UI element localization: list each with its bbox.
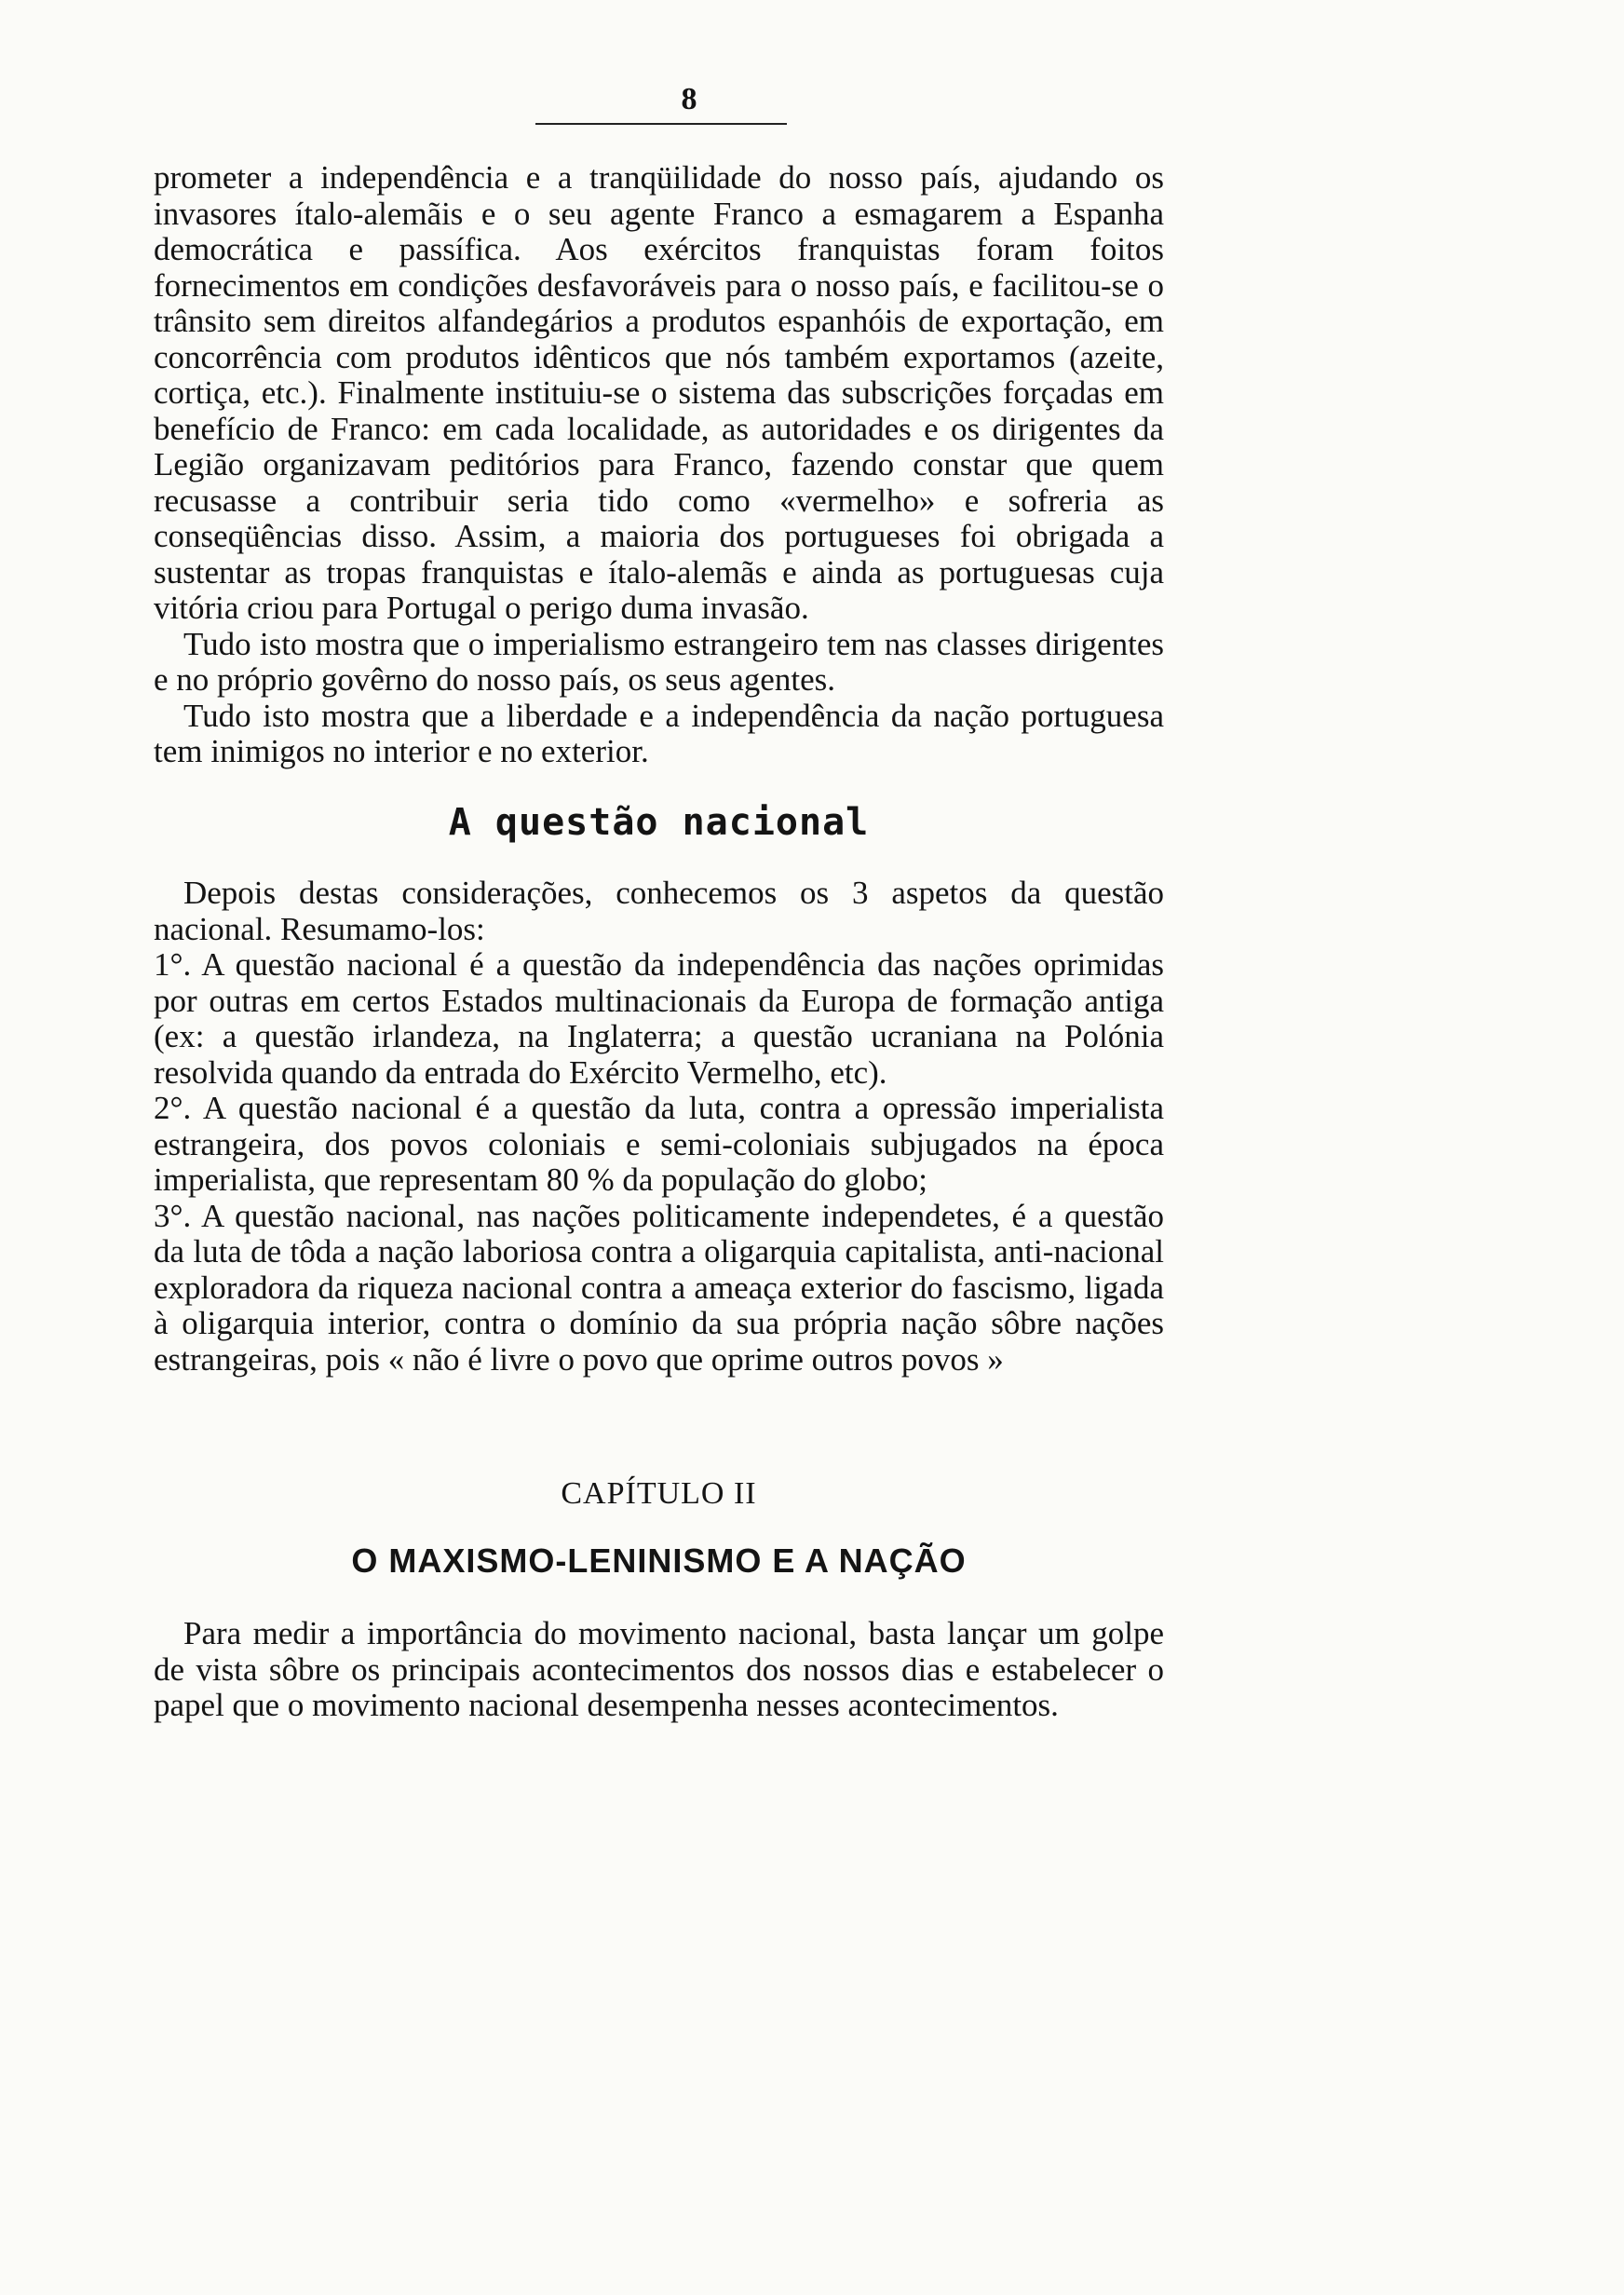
chapter-body [154, 1616, 1164, 1724]
header-rule [535, 123, 787, 125]
chapter-label-block [154, 1476, 1164, 1512]
chapter-title: O MAXISMO-LENINISMO E A NAÇÃO [351, 1541, 967, 1580]
intro-paragraph-1: prometer a independência e a tranqüilidade do nosso país, ajudando os invasores ítalo-alemãis e o seu agente Franco a esmagarem a Espanha democrática e passífica. Aos exércitos franquistas foram foitos fornecimentos em condições desfavoráveis para o nosso país, e facilitou-se o trânsito sem direitos alfandegários a produtos espanhóis de exportação, em concorrência com produtos idênticos que nós também exportamos (azeite, cortiça, etc.). Finalmente instituiu-se o sistema das subscrições forçadas em benefício de Franco: em cada localidade, as autoridades e os dirigentes da Legião organizavam peditórios para Franco, fazendo constar que quem recusasse a contribuir seria tido como «vermelho» e sofreria as conseqüências disso. Assim, a maioria dos portugueses foi obrigada a sustentar as tropas franquistas e ítalo-alemãs e ainda as portuguesas cuja vitória criou para Portugal o perigo duma invasão. [154, 159, 1164, 626]
page-number: 8 [681, 82, 697, 116]
chapter-title-block [154, 1541, 1164, 1581]
section-lead: Depois destas considerações, conhecemos os 3 aspetos da questão nacional. Resumamo-los: [154, 875, 1164, 947]
section-item-1: 1°. A questão nacional é a questão da independência das nações oprimidas por outras em certos Estados multinacionais da Europa de formação antiga (ex: a questão irlandeza, na Inglaterra; a questão ucraniana na Polónia resolvida quando da entrada do Exército Vermelho, etc). [154, 946, 1164, 1091]
chapter-label: CAPÍTULO II [561, 1476, 757, 1511]
section-heading-block [154, 801, 1164, 844]
intro-paragraph-2: Tudo isto mostra que o imperialismo estrangeiro tem nas classes dirigentes e no próprio govêrno do nosso país, os seus agentes. [154, 625, 1164, 698]
section-item-2: 2°. A questão nacional é a questão da luta, contra a opressão imperialista estrangeira, dos povos coloniais e semi-coloniais subjugados na época imperialista, que representam 80 % da população do globo; [154, 1090, 1164, 1198]
section-item-3: 3°. A questão nacional, nas nações politicamente independetes, é a questão da luta de tôda a nação laboriosa contra a oligarquia capitalista, anti-nacional exploradora da riqueza nacional contra a ameaça exterior do fascismo, ligada à oligarquia interior, contra o domínio da sua própria nação sôbre nações estrangeiras, pois « não é livre o povo que oprime outros povos » [154, 1197, 1164, 1378]
section-heading: A questão nacional [448, 801, 870, 844]
section-body [154, 876, 1164, 1378]
intro-paragraph-3: Tudo isto mostra que a liberdade e a independência da nação portuguesa tem inimigos no interior e no exterior. [154, 697, 1164, 769]
intro-block [154, 160, 1164, 770]
chapter-paragraph: Para medir a importância do movimento nacional, basta lançar um golpe de vista sôbre os principais acontecimentos dos nossos dias e estabelecer o papel que o movimento nacional desempenha nesses acontecimentos. [154, 1615, 1164, 1723]
